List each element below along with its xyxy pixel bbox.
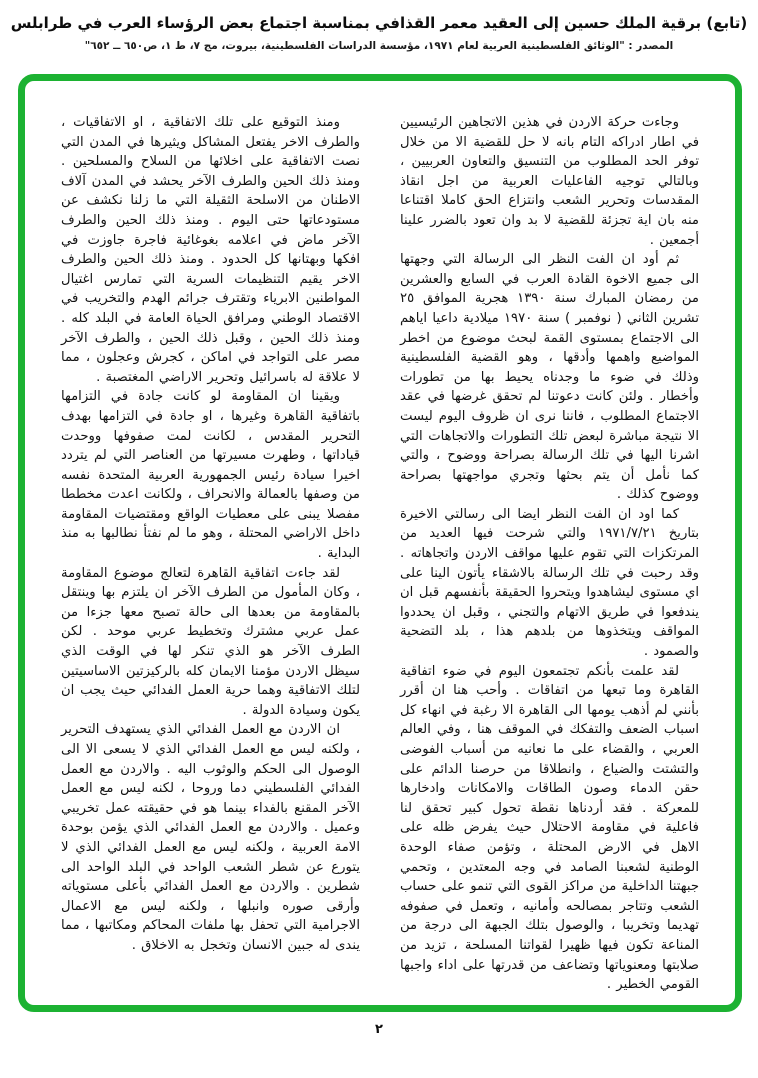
page-number: ٢ bbox=[375, 1022, 383, 1037]
document-frame bbox=[18, 74, 742, 1012]
paragraph: ثم أود ان الفت النظر الى الرسالة التي وجهتها الى جميع الاخوة القادة العرب في السابع والعشرين من رمضان المبارك سنة ١٣٩٠ هجرية الموافق ٢٥ تشرين الثاني ( نوفمبر ) سنة ١٩٧٠ ميلادية داعيا اياهم الى الاجتماع بمستوى القمة لبحث موضوع من اخطر المواضيع واهمها وأدقها ، وهو القضية الفلسطينية وذلك في ضوء ما وجدناه يحيط بها من تطورات وأخطار . ولئن كانت دعوتنا لم تحقق غرضها في عقد الاجتماع المطلوب ، فاننا نرى ان ظروف اليوم ليست الا نتيجة مباشرة لبعض تلك التطورات والاتجاهات التي اشرنا اليها في تلك الرسالة بصراحة ووضوح ، والتي كما نأمل أن يتم بحثها وتجري مواجهتها بصراحة ووضوح كذلك . bbox=[400, 252, 699, 503]
paragraph: وجاءت حركة الاردن في هذين الاتجاهين الرئيسيين في اطار ادراكه التام بانه لا حل للقضية الا من خلال توفر الحد المطلوب من التنسيق والتعاون العربيين ، وبالتالي توجيه الفاعليات العربية من اجل انقاذ المقدسات وتحرير الشعب وانتزاع الحق كاملا اقتناعا منه بان اية تجزئة للقضية لا بد وان تعود بالضرر علينا أجمعين . bbox=[400, 115, 699, 248]
page-header bbox=[0, 12, 758, 52]
paragraph: ويقينا ان المقاومة لو كانت جادة في التزامها باتفاقية القاهرة وغيرها ، او جادة في التزامها بهدف التحرير المقدس ، لكانت لمت صفوفها ووحدت قياداتها ، وطهرت مسيرتها من العناصر التي لم يتردد اخيرا سيادة رئيس الجمهورية العربية المتحدة نفسه من وصفها بالعمالة والانحراف ، ولكانت اعدت مخططا مفصلا يبنى على معطيات الواقع ومقتضيات المقاومة داخل الاراضي المحتلة ، وهو ما لم نفتأ نطالبها به منذ البداية . bbox=[61, 389, 360, 562]
source-citation: المصدر : "الوثائق الفلسطينية العربية لعام ١٩٧١، مؤسسة الدراسات الفلسطينية، بيروت، مج ٧، ط ١، ص٦٥٠ ــ ٦٥٢" bbox=[84, 39, 674, 52]
paragraph: ان الاردن مع العمل الفدائي الذي يستهدف التحرير ، ولكنه ليس مع العمل الفدائي الذي لا يسعى الا الى الوصول الى الحكم والوثوب اليه . والاردن مع العمل الفدائي الفلسطيني دما وروحا ، لكنه ليس مع العمل الآخر المقنع بالفداء بينما هو في حقيقته عمل تخريبي وعميل . والاردن مع العمل الفدائي الذي يؤمن بوحدة الامة العربية ، ولكنه ليس مع العمل الفدائي الذي لا يتورع عن شطر الشعب الواحد في البلد الواحد الى شطرين . والاردن مع العمل الفدائي بأعلى مستوياته وأرقى صوره وانبلها ، ولكنه ليس مع الاعمال الاجرامية التي تحفل بها ملفات المحاكم ومكاتبها ، مما يندى له جبين الانسان وتخجل به الاخلاق . bbox=[61, 722, 360, 953]
text-columns bbox=[25, 81, 735, 1005]
paragraph: ومنذ التوقيع على تلك الاتفاقية ، او الاتفاقيات ، والطرف الاخر يفتعل المشاكل ويثيرها في المدن التي نصت الاتفاقية على اخلائها من السلاح والمسلحين . ومنذ ذلك الحين والطرف الآخر يحشد في المدن آلاف الاطنان من الاسلحة الثقيلة التي ما زلنا نكشف عن مستودعاتها حتى اليوم . ومنذ ذلك الحين والطرف الآخر ماض في اعلامه بغوغائية فاجرة جاوزت في افكها وبهتانها كل الحدود . ومنذ ذلك الحين والطرف الاخر يقيم التنظيمات السرية التي تمارس اغتيال المواطنين الابرياء وتقترف جرائم الهدم والتخريب في الاقتصاد الوطني ومرافق الحياة العامة في البلد كله . ومنذ ذلك الحين ، وقبل ذلك الحين ، والطرف الآخر مصر على التواجد في اماكن ، كجرش وعجلون ، مما لا علاقة له باسرائيل وتحرير الاراضي المغتصبة . bbox=[61, 115, 360, 385]
right-column bbox=[400, 113, 699, 1005]
paragraph: لقد علمت بأنكم تجتمعون اليوم في ضوء اتفاقية القاهرة وما تبعها من اتفاقات . وأحب هنا ان أقرر بأنني لم أذهب يومها الى القاهرة الا رغبة في انهاء كل اسباب الضعف والتفكك في الموقف هنا ، وفي العالم العربي ، والقضاء على ما نعانيه من أسباب الفوضى والتشتت والضياع ، وانطلاقا من حرصنا الدائم على حقن الدماء وصون الطاقات والامكانات وادخارها للمعركة . فقد أردناها نقطة تحول كبير تحقق لنا فاعلية في مقاومة الاحتلال حيث يفرض ظله على الاهل في الارض المحتلة ، وتؤمن صفاء الوحدة الوطنية لشعبنا الصامد في وجه المعتدين ، وتحمي جبهتنا الداخلية من مراكز القوى التي تنمو على حساب الشعب وتتاجر بمصالحه وأمانيه ، وتعمل في صفوفه تهديما وتخريبا ، والوصول بتلك الجبهة الى درجة من المناعة تكون فيها ظهيرا لقواتنا المسلحة ، تزيد من صلابتها ومعنوياتها وتضاعف من قدرتها على اداء واجبها القومي الخطير . bbox=[399, 663, 699, 993]
left-column bbox=[61, 113, 360, 1005]
paragraph: كما اود ان الفت النظر ايضا الى رسالتي الاخيرة بتاريخ ١٩٧١/٧/٢١ والتي شرحت فيها العديد من المرتكزات التي تقوم عليها مواقف الاردن واتجاهاته . وقد رحبت في تلك الرسالة بالاشقاء يأتون الينا على اي مستوى ليشاهدوا ويتحروا الحقيقة بأنفسهم قبل ان يندفعوا في طريق الاتهام والتجني ، وقبل ان يحددوا المواقف ويتخذوها من بلدهم هذا ، بلد التضحية والصمود . bbox=[400, 506, 699, 660]
page-title: (تابع) برقية الملك حسين إلى العقيد معمر القذافي بمناسبة اجتماع بعض الرؤساء العرب في طرابلس bbox=[10, 14, 748, 32]
paragraph: لقد جاءت اتفاقية القاهرة لتعالج موضوع المقاومة ، وكان المأمول من الطرف الآخر ان يلتزم بها وينتقل بالمقاومة من بعدها الى حالة تصبح معها جزءا من عمل عربي مشترك وتخطيط عربي موحد . لكن الطرف الآخر هو الذي تنكر لها في الوقت الذي سيظل الاردن مؤمنا الايمان كله بالركيزتين الاساسيتين لتلك الاتفاقية وهما حرية العمل الفدائي حيث يجب ان يكون وسيادة الدولة . bbox=[61, 565, 360, 718]
